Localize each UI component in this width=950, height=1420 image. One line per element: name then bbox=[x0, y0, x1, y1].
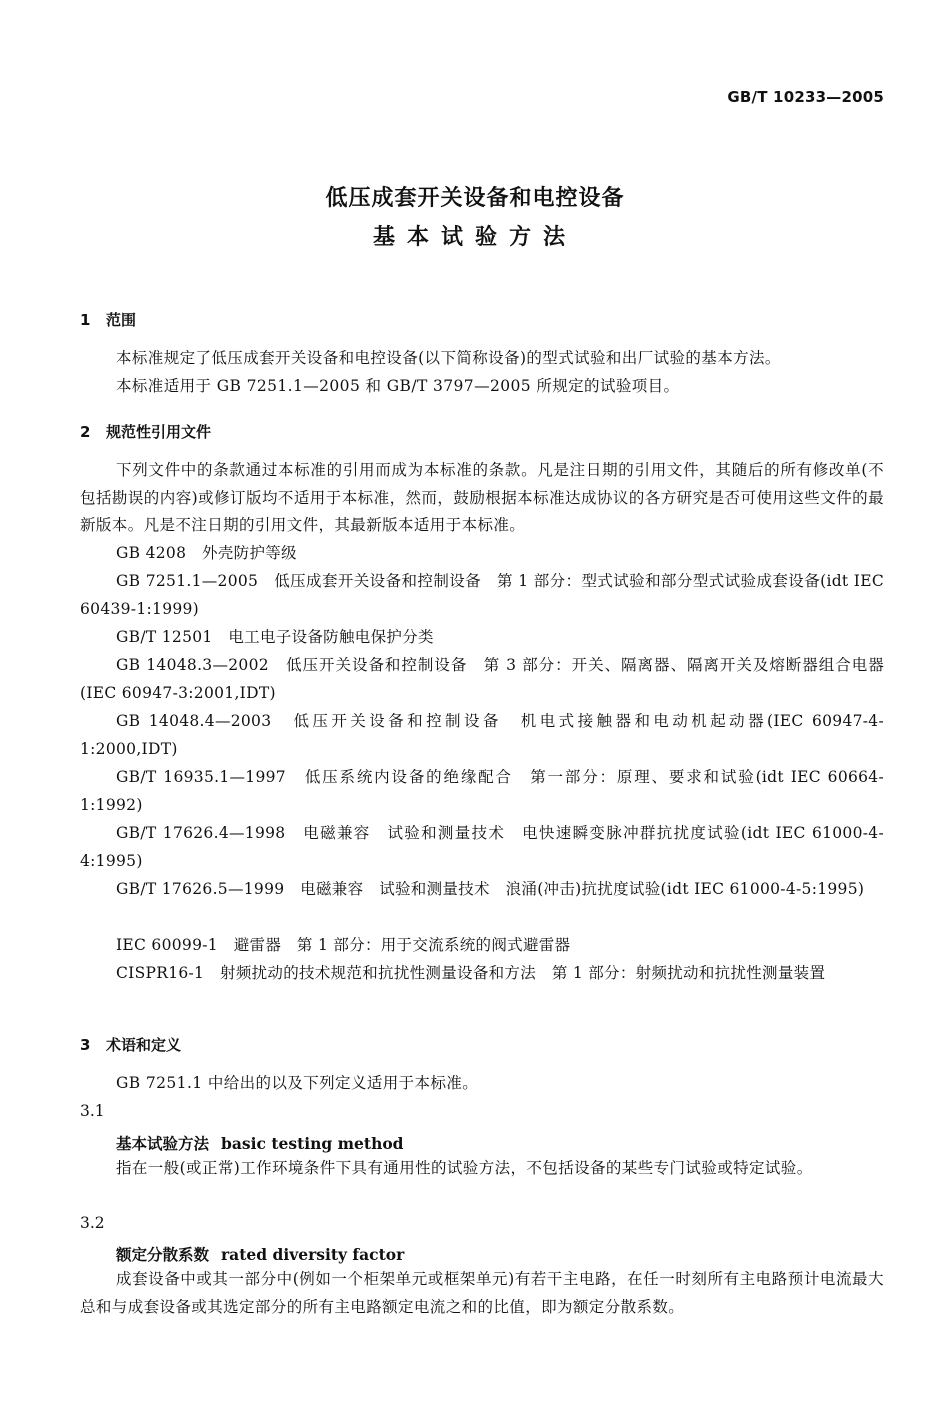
section-title: 术语和定义 bbox=[106, 1036, 182, 1054]
term-definition: 成套设备中或其一部分中(例如一个柜架单元或框架单元)有若干主电路，在任一时刻所有主电路预计电流最大总和与成套设备或其选定部分的所有主电路额定电流之和的比值，即为额定分散系数。 bbox=[80, 1270, 884, 1316]
reference-item: GB/T 17626.5—1999 电磁兼容 试验和测量技术 浪涌(冲击)抗扰度试验(idt IEC 61000-4-5:1995) bbox=[116, 880, 865, 898]
standard-number: GB/T 10233—2005 bbox=[727, 88, 884, 106]
section-title: 范围 bbox=[106, 311, 137, 329]
term-chinese: 基本试验方法 bbox=[116, 1134, 210, 1153]
reference-item: GB 4208 外壳防护等级 bbox=[116, 544, 297, 562]
term-3-2 bbox=[116, 1243, 404, 1265]
reference-item: CISPR16-1 射频扰动的技术规范和抗扰性测量设备和方法 第 1 部分：射频扰动和抗扰性测量装置 bbox=[116, 964, 826, 982]
term-english: basic testing method bbox=[221, 1134, 404, 1153]
document-title-line2: 基本试验方法 bbox=[372, 225, 577, 250]
document-title-line1: 低压成套开关设备和电控设备 bbox=[325, 186, 625, 211]
term-english: rated diversity factor bbox=[221, 1245, 405, 1264]
reference-item: GB/T 16935.1—1997 低压系统内设备的绝缘配合 第一部分：原理、要求和试验(idt IEC 60664-1:1992) bbox=[80, 768, 884, 814]
section-number: 2 bbox=[80, 423, 91, 441]
term-chinese: 额定分散系数 bbox=[116, 1245, 210, 1264]
reference-item: GB 7251.1—2005 低压成套开关设备和控制设备 第 1 部分：型式试验和部分型式试验成套设备(idt IEC 60439-1:1999) bbox=[80, 572, 884, 618]
term-definition: 指在一般(或正常)工作环境条件下具有通用性的试验方法，不包括设备的某些专门试验或特定试验。 bbox=[116, 1159, 813, 1177]
section-title: 规范性引用文件 bbox=[106, 423, 212, 441]
section-number: 1 bbox=[80, 311, 91, 329]
reference-item: GB 14048.3—2002 低压开关设备和控制设备 第 3 部分：开关、隔离器、隔离开关及熔断器组合电器(IEC 60947-3:2001,IDT) bbox=[80, 656, 884, 702]
clause-number: 3.2 bbox=[80, 1214, 105, 1232]
scope-paragraph-2: 本标准适用于 GB 7251.1—2005 和 GB/T 3797—2005 所规定的试验项目。 bbox=[116, 377, 680, 395]
terms-intro: GB 7251.1 中给出的以及下列定义适用于本标准。 bbox=[116, 1074, 479, 1092]
section-number: 3 bbox=[80, 1036, 91, 1054]
clause-number: 3.1 bbox=[80, 1102, 105, 1120]
reference-item: GB 14048.4—2003 低压开关设备和控制设备 机电式接触器和电动机起动器(IEC 60947-4-1:2000,IDT) bbox=[80, 712, 884, 758]
normative-references-intro: 下列文件中的条款通过本标准的引用而成为本标准的条款。凡是注日期的引用文件，其随后的所有修改单(不包括勘误的内容)或修订版均不适用于本标准，然而，鼓励根据本标准达成协议的各方研究是否可使用这些文件的最新版本。凡是不注日期的引用文件，其最新版本适用于本标准。 bbox=[80, 461, 884, 534]
section-2-heading bbox=[80, 421, 211, 442]
section-3-heading bbox=[80, 1034, 181, 1055]
reference-item: GB/T 12501 电工电子设备防触电保护分类 bbox=[116, 628, 434, 646]
section-1-heading bbox=[80, 309, 136, 330]
reference-item: IEC 60099-1 避雷器 第 1 部分：用于交流系统的阀式避雷器 bbox=[116, 936, 571, 954]
reference-item: GB/T 17626.4—1998 电磁兼容 试验和测量技术 电快速瞬变脉冲群抗扰度试验(idt IEC 61000-4-4:1995) bbox=[80, 824, 884, 870]
term-3-1 bbox=[116, 1132, 404, 1154]
scope-paragraph-1: 本标准规定了低压成套开关设备和电控设备(以下简称设备)的型式试验和出厂试验的基本方法。 bbox=[116, 349, 781, 367]
